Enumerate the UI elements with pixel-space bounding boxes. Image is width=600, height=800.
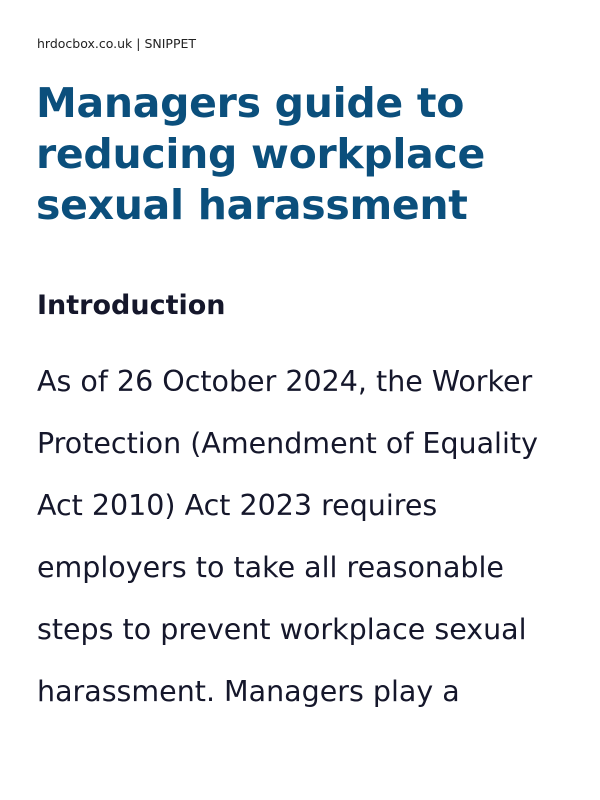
section-heading: Introduction <box>37 290 226 321</box>
paragraph-line: Protection (Amendment of Equality <box>37 427 538 460</box>
title-line: Managers guide to <box>36 79 465 127</box>
title-line: sexual harassment <box>36 181 468 229</box>
page-title <box>36 78 485 231</box>
paragraph-line: harassment. Managers play a <box>37 675 460 708</box>
paragraph-line: Act 2010) Act 2023 requires <box>37 489 438 522</box>
source-label: hrdocbox.co.uk | SNIPPET <box>37 36 197 51</box>
paragraph-line: As of 26 October 2024, the Worker <box>37 365 533 398</box>
paragraph-line: steps to prevent workplace sexual <box>37 613 527 646</box>
paragraph-line: employers to take all reasonable <box>37 551 504 584</box>
title-line: reducing workplace <box>36 130 486 178</box>
intro-paragraph <box>37 351 538 723</box>
